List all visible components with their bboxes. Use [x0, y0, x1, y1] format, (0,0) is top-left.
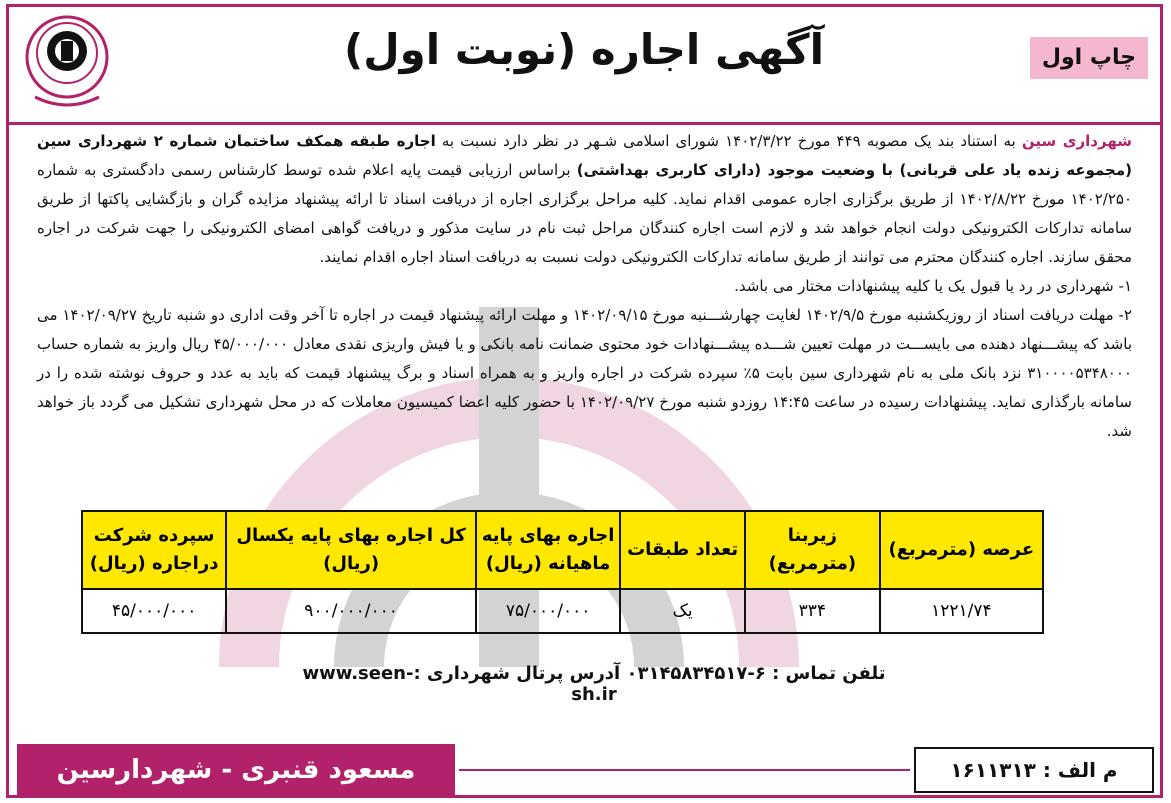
notice-body [37, 127, 1132, 446]
notice-page [6, 4, 1163, 798]
first-print-badge: چاپ اول [1030, 37, 1148, 79]
notice-header [9, 7, 1160, 125]
cell-floors: یک [620, 589, 745, 633]
intro-text-run: به استناد بند یک مصوبه ۴۴۹ مورخ ۱۴۰۲/۳/۲۲ شورای اسلامی شـهر در نظر دارد نسبت به [435, 132, 1022, 150]
header-annual-rent: کل اجاره بهای پایه یکسال (ریال) [226, 511, 476, 589]
footer-divider [459, 769, 910, 771]
intro-text-run: اجاره طبقه همکف ساختمان شماره ۲ شهرداری سین (مجموعه زنده یاد علی قربانی) با وضعیت موجود (دارای کاربری بهداشتی) [37, 132, 1132, 179]
condition-item-2: ۲- مهلت دریافت اسناد از روزیکشنبه مورخ ۱۴۰۲/۹/۵ لغایت چهارشـــنبه مورخ ۱۴۰۲/۰۹/۱۵ و مهلت ارائه پیشنهاد قیمت در اجاره تا آخر وقت اداری دو شنبه تاریخ ۱۴۰۲/۰۹/۲۷ می باشد که پیشـــنهاد دهنده می بایســـت در مهلت تعیین شـــده پیشـــنهادات خود محتوی ضمانت نامه بانکی و یا فیش واریزی نقدی معادل ۴۵/۰۰۰/۰۰۰ ریال واریز به شماره حساب ۳۱۰۰۰۰۵۳۴۸۰۰۰ نزد بانک ملی به نام شهرداری سین بابت ۵٪ سپرده شرکت در اجاره واریز و به همراه اسناد و برگ پیشنهاد قیمت که باید به عدد و حروف نوشته شده را در سامانه بارگذاری نماید. پیشنهادات رسیده در ساعت ۱۴:۴۵ روزدو شنبه مورخ ۱۴۰۲/۰۹/۲۷ با حضور کلیه اعضا کمیسیون معاملات که در محل شهرداری تشکیل می گردد باز خواهد شد. [37, 306, 1132, 440]
header-built-area: زیربنا (مترمربع) [745, 511, 880, 589]
cell-deposit: ۴۵/۰۰۰/۰۰۰ [82, 589, 226, 633]
condition-item-1: ۱- شهرداری در رد یا قبول یک یا کلیه پیشنهادات مختار می باشد. [734, 277, 1132, 295]
table-row [82, 589, 1043, 633]
notice-code: م الف : ۱۶۱۱۳۱۳ [914, 747, 1154, 793]
intro-paragraph [37, 127, 1132, 272]
header-monthly-rent: اجاره بهای پایه ماهیانه (ریال) [476, 511, 620, 589]
notice-title: آگهی اجاره (نوبت اول) [344, 25, 824, 74]
cell-built-area: ۳۳۴ [745, 589, 880, 633]
lease-info-table [81, 510, 1044, 634]
cell-annual-rent: ۹۰۰/۰۰۰/۰۰۰ [226, 589, 476, 633]
header-deposit: سپرده شرکت دراجاره (ریال) [82, 511, 226, 589]
municipality-logo [21, 11, 113, 117]
table-header-row [82, 511, 1043, 589]
cell-land-area: ۱۲۲۱/۷۴ [880, 589, 1043, 633]
intro-text-run: شهرداری سین [1021, 132, 1132, 150]
header-land-area: عرصه (مترمربع) [880, 511, 1043, 589]
intro-text-run: براساس ارزیابی قیمت پایه اعلام شده توسط کارشناس رسمی دادگستری به شماره ۱۴۰۲/۲۵۰ مورخ ۱۴۰۲/۸/۲۲ از طریق برگزاری اجاره عمومی اقدام نماید. کلیه مراحل برگزاری اجاره از دریافت اسناد تا ارائه پیشنهاد مزایده گران و بازگشایی پاکتها از طریق سامانه تدارکات الکترونیکی دولت انجام خواهد شد و لازم است اجاره کنندگان مراحل ثبت نام در سایت مذکور و دریافت گواهی امضای الکترونیکی را جهت شرکت در اجاره محقق سازند. اجاره کنندگان محترم می توانند از طریق سامانه تدارکات الکترونیکی دولت نسبت به دریافت اسناد اجاره اقدام نمایند. [37, 161, 1133, 266]
cell-monthly-rent: ۷۵/۰۰۰/۰۰۰ [476, 589, 620, 633]
header-floors: تعداد طبقات [620, 511, 745, 589]
contact-info: تلفن تماس : ۶-۰۳۱۴۵۸۳۴۵۱۷ آدرس پرتال شهرداری :www.seen-sh.ir [302, 663, 886, 705]
mayor-signature: مسعود قنبری - شهردارسین [17, 744, 455, 796]
